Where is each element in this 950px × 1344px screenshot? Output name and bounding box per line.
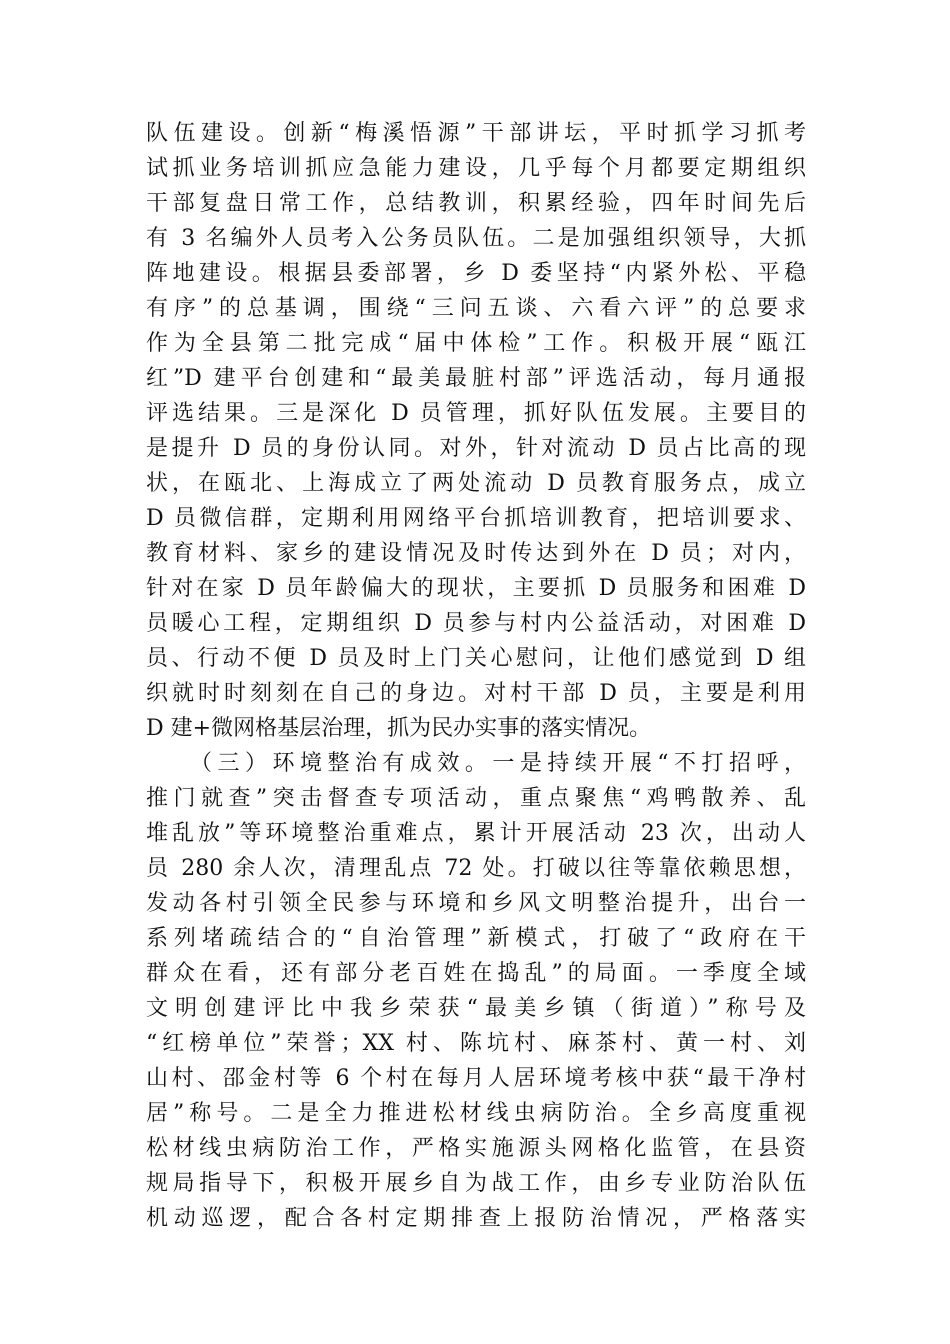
- text-line: 有 3 名编外人员考入公务员队伍。二是加强组织领导，大抓: [146, 226, 806, 251]
- text-line: D 员微信群，定期利用网络平台抓培训教育，把培训要求、: [146, 506, 806, 531]
- document-body: [146, 116, 806, 1236]
- text-line: 是提升 D 员的身份认同。对外，针对流动 D 员占比高的现: [146, 436, 806, 461]
- text-line: 有序”的总基调，围绕“三问五谈、六看六评”的总要求: [146, 296, 806, 321]
- text-line: 规局指导下，积极开展乡自为战工作，由乡专业防治队伍: [146, 1171, 806, 1196]
- text-line: 针对在家 D 员年龄偏大的现状，主要抓 D 员服务和困难 D: [146, 576, 806, 601]
- text-line: 状，在瓯北、上海成立了两处流动 D 员教育服务点，成立: [146, 471, 806, 496]
- text-line: 发动各村引领全民参与环境和乡风文明整治提升，出台一: [146, 891, 806, 916]
- text-line: 松材线虫病防治工作，严格实施源头网格化监管，在县资: [146, 1136, 806, 1161]
- text-line: 居”称号。二是全力推进松材线虫病防治。全乡高度重视: [146, 1101, 806, 1126]
- text-line: 评选结果。三是深化 D 员管理，抓好队伍发展。主要目的: [146, 401, 806, 426]
- text-line: 系列堵疏结合的“自治管理”新模式，打破了“政府在干: [146, 926, 806, 951]
- paragraph-environment: [146, 746, 806, 1236]
- paragraph-team-building: [146, 116, 806, 746]
- text-line: 作为全县第二批完成“届中体检”工作。积极开展“瓯江: [146, 331, 806, 356]
- text-line: 教育材料、家乡的建设情况及时传达到外在 D 员；对内，: [146, 541, 806, 566]
- text-line: 试抓业务培训抓应急能力建设，几乎每个月都要定期组织: [146, 156, 806, 181]
- text-line: 员 280 余人次，清理乱点 72 处。打破以往等靠依赖思想，: [146, 856, 806, 881]
- text-line: （三）环境整治有成效。一是持续开展“不打招呼，: [190, 751, 806, 776]
- text-line: 机动巡逻，配合各村定期排查上报防治情况，严格落实: [146, 1206, 806, 1231]
- text-line: 员、行动不便 D 员及时上门关心慰问，让他们感觉到 D 组: [146, 646, 806, 671]
- text-line: 山村、邵金村等 6 个村在每月人居环境考核中获“最干净村: [146, 1066, 806, 1091]
- text-line: 红”D 建平台创建和“最美最脏村部”评选活动，每月通报: [146, 366, 806, 391]
- text-line: D 建+微网格基层治理，抓为民办实事的落实情况。: [146, 716, 652, 741]
- text-line: “红榜单位”荣誉；XX 村、陈坑村、麻茶村、黄一村、刘: [146, 1031, 806, 1056]
- text-line: 织就时时刻刻在自己的身边。对村干部 D 员，主要是利用: [146, 681, 806, 706]
- text-line: 堆乱放”等环境整治重难点，累计开展活动 23 次，出动人: [146, 821, 806, 846]
- text-line: 队伍建设。创新“梅溪悟源”干部讲坛，平时抓学习抓考: [146, 121, 806, 146]
- text-line: 推门就查”突击督查专项活动，重点聚焦“鸡鸭散养、乱: [146, 786, 806, 811]
- text-line: 干部复盘日常工作，总结教训，积累经验，四年时间先后: [146, 191, 806, 216]
- text-line: 文明创建评比中我乡荣获“最美乡镇（街道）”称号及: [146, 996, 806, 1021]
- text-line: 群众在看，还有部分老百姓在捣乱”的局面。一季度全域: [146, 961, 806, 986]
- text-line: 阵地建设。根据县委部署，乡 D 委坚持“内紧外松、平稳: [146, 261, 806, 286]
- text-line: 员暖心工程，定期组织 D 员参与村内公益活动，对困难 D: [146, 611, 806, 636]
